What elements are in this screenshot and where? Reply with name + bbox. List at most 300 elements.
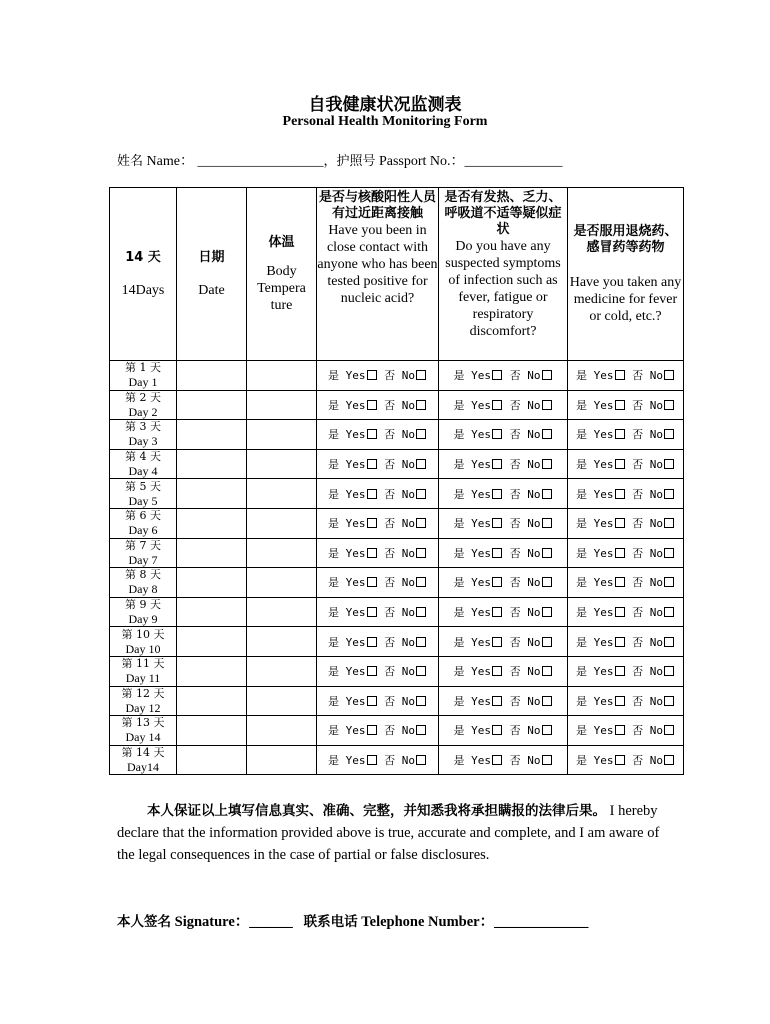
no-label: 否 No	[509, 606, 541, 620]
yes-checkbox[interactable]	[492, 696, 502, 706]
contact-answer-cell	[317, 597, 439, 627]
date-cell[interactable]	[177, 390, 247, 420]
no-checkbox[interactable]	[664, 459, 674, 469]
day-label-zh: 第 13 天	[121, 716, 165, 730]
no-checkbox[interactable]	[542, 548, 552, 558]
day-label-zh: 第 14 天	[121, 746, 165, 760]
contact-answer-cell	[317, 538, 439, 568]
name-field[interactable]: __________________	[197, 154, 324, 169]
day-label-en: Day 3	[128, 434, 158, 449]
medicine-answer-cell	[568, 538, 684, 568]
symptoms-answer-cell	[439, 716, 568, 746]
temperature-cell[interactable]	[247, 627, 317, 657]
col-header-medicine: 是否服用退烧药、感冒药等药物 Have you taken any medicine for fever or cold, etc.?	[568, 188, 684, 361]
yes-label: 是 Yes	[576, 665, 614, 679]
no-checkbox[interactable]	[416, 696, 426, 706]
yes-label: 是 Yes	[328, 665, 366, 679]
day-cell	[110, 745, 177, 775]
symptoms-answer-cell	[439, 745, 568, 775]
yes-label: 是 Yes	[576, 398, 614, 412]
no-checkbox[interactable]	[416, 370, 426, 380]
yes-checkbox[interactable]	[367, 489, 377, 499]
symptoms-answer-cell	[439, 449, 568, 479]
no-label: 否 No	[632, 694, 663, 708]
date-cell[interactable]	[177, 449, 247, 479]
yes-label: 是 Yes	[453, 458, 491, 472]
yes-label: 是 Yes	[328, 398, 366, 412]
table-row	[110, 568, 684, 598]
yes-checkbox[interactable]	[367, 459, 377, 469]
no-label: 否 No	[632, 754, 663, 768]
yes-label: 是 Yes	[576, 458, 614, 472]
contact-answer-cell	[317, 508, 439, 538]
yes-checkbox[interactable]	[492, 607, 502, 617]
temperature-cell[interactable]	[247, 538, 317, 568]
symptoms-answer-cell	[439, 508, 568, 538]
day-cell	[110, 449, 177, 479]
no-checkbox[interactable]	[416, 429, 426, 439]
contact-answer-cell	[317, 479, 439, 509]
no-label: 否 No	[632, 487, 663, 501]
day-label-zh: 第 4 天	[125, 450, 161, 464]
table-row	[110, 686, 684, 716]
yes-checkbox[interactable]	[615, 607, 625, 617]
table-row	[110, 361, 684, 391]
no-checkbox[interactable]	[416, 459, 426, 469]
yes-label: 是 Yes	[453, 754, 491, 768]
yes-checkbox[interactable]	[367, 400, 377, 410]
no-checkbox[interactable]	[664, 400, 674, 410]
no-checkbox[interactable]	[542, 429, 552, 439]
phone-field[interactable]: _____________	[494, 914, 589, 930]
medicine-answer-cell	[568, 745, 684, 775]
day-label-zh: 第 5 天	[125, 479, 161, 493]
yes-checkbox[interactable]	[367, 607, 377, 617]
yes-label: 是 Yes	[328, 458, 366, 472]
day-label-zh: 第 8 天	[125, 568, 161, 582]
yes-label: 是 Yes	[328, 369, 366, 383]
yes-checkbox[interactable]	[492, 489, 502, 499]
symptoms-answer-cell	[439, 568, 568, 598]
date-cell[interactable]	[177, 420, 247, 450]
contact-answer-cell	[317, 745, 439, 775]
yes-checkbox[interactable]	[615, 489, 625, 499]
signature-field[interactable]: ______	[249, 914, 293, 930]
no-checkbox[interactable]	[542, 370, 552, 380]
medicine-answer-cell	[568, 627, 684, 657]
symptoms-answer-cell	[439, 479, 568, 509]
no-checkbox[interactable]	[542, 755, 552, 765]
no-checkbox[interactable]	[664, 518, 674, 528]
day-cell	[110, 361, 177, 391]
no-label: 否 No	[632, 369, 663, 383]
no-checkbox[interactable]	[664, 755, 674, 765]
yes-label: 是 Yes	[328, 694, 366, 708]
yes-label: 是 Yes	[576, 517, 614, 531]
declaration-en: I hereby declare that the information provided above is true, accurate and complete, and I am aware of the legal consequences in the case of partial or false disclosures.	[117, 803, 660, 863]
signature-line	[117, 910, 677, 931]
no-label: 否 No	[509, 398, 541, 412]
table-header-row	[110, 188, 684, 361]
no-checkbox[interactable]	[664, 725, 674, 735]
no-label: 否 No	[632, 546, 663, 560]
no-checkbox[interactable]	[416, 637, 426, 647]
yes-label: 是 Yes	[453, 635, 491, 649]
no-checkbox[interactable]	[542, 666, 552, 676]
day-cell	[110, 538, 177, 568]
date-cell[interactable]	[177, 508, 247, 538]
yes-checkbox[interactable]	[615, 725, 625, 735]
yes-checkbox[interactable]	[367, 725, 377, 735]
yes-checkbox[interactable]	[492, 518, 502, 528]
yes-checkbox[interactable]	[492, 548, 502, 558]
contact-answer-cell	[317, 568, 439, 598]
phone-label-en: Telephone Number：	[361, 914, 495, 930]
day-label-en: Day 5	[128, 493, 158, 508]
temperature-cell[interactable]	[247, 716, 317, 746]
medicine-answer-cell	[568, 716, 684, 746]
day-cell	[110, 686, 177, 716]
temperature-cell[interactable]	[247, 508, 317, 538]
date-cell[interactable]	[177, 716, 247, 746]
date-cell[interactable]	[177, 686, 247, 716]
temperature-cell[interactable]	[247, 479, 317, 509]
col-header-date: 日期 Date	[177, 188, 247, 361]
yes-checkbox[interactable]	[367, 637, 377, 647]
no-label: 否 No	[384, 724, 415, 738]
yes-label: 是 Yes	[576, 487, 614, 501]
no-label: 否 No	[632, 458, 663, 472]
contact-answer-cell	[317, 390, 439, 420]
no-label: 否 No	[384, 606, 415, 620]
temperature-cell[interactable]	[247, 745, 317, 775]
no-label: 否 No	[384, 754, 415, 768]
date-cell[interactable]	[177, 568, 247, 598]
yes-label: 是 Yes	[453, 546, 491, 560]
no-checkbox[interactable]	[664, 637, 674, 647]
symptoms-answer-cell	[439, 597, 568, 627]
symptoms-answer-cell	[439, 686, 568, 716]
day-cell	[110, 627, 177, 657]
passport-label-en: Passport No.：	[378, 154, 465, 169]
yes-checkbox[interactable]	[367, 370, 377, 380]
yes-label: 是 Yes	[328, 576, 366, 590]
day-label-zh: 第 1 天	[125, 361, 161, 375]
yes-label: 是 Yes	[453, 724, 491, 738]
no-label: 否 No	[384, 665, 415, 679]
yes-label: 是 Yes	[576, 635, 614, 649]
yes-label: 是 Yes	[453, 369, 491, 383]
no-checkbox[interactable]	[416, 666, 426, 676]
yes-checkbox[interactable]	[367, 755, 377, 765]
no-checkbox[interactable]	[542, 400, 552, 410]
yes-label: 是 Yes	[328, 546, 366, 560]
day-cell	[110, 656, 177, 686]
temperature-cell[interactable]	[247, 361, 317, 391]
no-label: 否 No	[384, 458, 415, 472]
medicine-answer-cell	[568, 597, 684, 627]
table-row	[110, 538, 684, 568]
table-row	[110, 656, 684, 686]
yes-checkbox[interactable]	[615, 548, 625, 558]
no-label: 否 No	[509, 546, 541, 560]
passport-label-zh: ，护照号	[323, 154, 376, 169]
temperature-cell[interactable]	[247, 568, 317, 598]
no-checkbox[interactable]	[416, 548, 426, 558]
no-label: 否 No	[509, 635, 541, 649]
table-row	[110, 449, 684, 479]
no-label: 否 No	[632, 635, 663, 649]
symptoms-answer-cell	[439, 627, 568, 657]
no-checkbox[interactable]	[416, 518, 426, 528]
yes-checkbox[interactable]	[367, 429, 377, 439]
table-row	[110, 479, 684, 509]
no-checkbox[interactable]	[542, 637, 552, 647]
yes-checkbox[interactable]	[492, 666, 502, 676]
table-row	[110, 508, 684, 538]
yes-label: 是 Yes	[576, 694, 614, 708]
date-cell[interactable]	[177, 656, 247, 686]
day-label-en: Day 6	[128, 523, 158, 538]
yes-label: 是 Yes	[576, 606, 614, 620]
day-label-zh: 第 3 天	[125, 420, 161, 434]
no-label: 否 No	[509, 428, 541, 442]
no-label: 否 No	[509, 369, 541, 383]
yes-label: 是 Yes	[453, 606, 491, 620]
date-cell[interactable]	[177, 627, 247, 657]
temperature-cell[interactable]	[247, 656, 317, 686]
no-label: 否 No	[509, 665, 541, 679]
day-label-en: Day 1	[128, 375, 158, 390]
yes-label: 是 Yes	[328, 606, 366, 620]
no-checkbox[interactable]	[664, 548, 674, 558]
no-label: 否 No	[632, 398, 663, 412]
no-checkbox[interactable]	[416, 607, 426, 617]
date-cell[interactable]	[177, 361, 247, 391]
yes-label: 是 Yes	[328, 487, 366, 501]
signature-label-en: Signature：	[174, 914, 250, 930]
no-label: 否 No	[632, 606, 663, 620]
day-label-zh: 第 12 天	[121, 686, 165, 700]
medicine-answer-cell	[568, 686, 684, 716]
day-label-en: Day 11	[125, 671, 161, 686]
contact-answer-cell	[317, 716, 439, 746]
yes-label: 是 Yes	[453, 398, 491, 412]
col-header-contact: 是否与核酸阳性人员有过近距离接触 Have you been in close contact with anyone who has been tested positive for nucleic acid?	[317, 188, 439, 361]
yes-checkbox[interactable]	[492, 755, 502, 765]
day-cell	[110, 508, 177, 538]
no-label: 否 No	[632, 576, 663, 590]
passport-field[interactable]: ______________	[464, 154, 563, 169]
contact-answer-cell	[317, 420, 439, 450]
table-row	[110, 390, 684, 420]
contact-answer-cell	[317, 449, 439, 479]
no-checkbox[interactable]	[542, 577, 552, 587]
monitoring-table	[109, 187, 684, 775]
no-checkbox[interactable]	[664, 666, 674, 676]
medicine-answer-cell	[568, 656, 684, 686]
day-label-zh: 第 11 天	[121, 657, 165, 671]
temperature-cell[interactable]	[247, 390, 317, 420]
no-label: 否 No	[632, 428, 663, 442]
no-checkbox[interactable]	[542, 489, 552, 499]
medicine-answer-cell	[568, 390, 684, 420]
yes-checkbox[interactable]	[492, 637, 502, 647]
yes-checkbox[interactable]	[492, 577, 502, 587]
day-label-en: Day 7	[128, 552, 158, 567]
no-checkbox[interactable]	[416, 400, 426, 410]
yes-label: 是 Yes	[453, 576, 491, 590]
date-cell[interactable]	[177, 597, 247, 627]
yes-checkbox[interactable]	[492, 370, 502, 380]
temperature-cell[interactable]	[247, 449, 317, 479]
declaration-zh: 本人保证以上填写信息真实、准确、完整，并知悉我将承担瞒报的法律后果。	[147, 803, 606, 819]
day-cell	[110, 420, 177, 450]
day-label-en: Day 8	[128, 582, 158, 597]
no-checkbox[interactable]	[542, 696, 552, 706]
yes-checkbox[interactable]	[615, 755, 625, 765]
symptoms-answer-cell	[439, 361, 568, 391]
day-label-en: Day 4	[128, 464, 158, 479]
yes-label: 是 Yes	[453, 665, 491, 679]
medicine-answer-cell	[568, 568, 684, 598]
table-row	[110, 716, 684, 746]
no-label: 否 No	[384, 487, 415, 501]
yes-label: 是 Yes	[576, 428, 614, 442]
yes-checkbox[interactable]	[367, 548, 377, 558]
contact-answer-cell	[317, 361, 439, 391]
no-checkbox[interactable]	[664, 607, 674, 617]
no-checkbox[interactable]	[664, 370, 674, 380]
no-checkbox[interactable]	[664, 696, 674, 706]
form-title-zh: 自我健康状况监测表	[308, 95, 462, 115]
symptoms-answer-cell	[439, 390, 568, 420]
no-label: 否 No	[509, 576, 541, 590]
day-cell	[110, 716, 177, 746]
temperature-cell[interactable]	[247, 420, 317, 450]
symptoms-answer-cell	[439, 420, 568, 450]
yes-label: 是 Yes	[328, 754, 366, 768]
yes-checkbox[interactable]	[615, 637, 625, 647]
yes-checkbox[interactable]	[615, 370, 625, 380]
temperature-cell[interactable]	[247, 597, 317, 627]
date-cell[interactable]	[177, 479, 247, 509]
yes-checkbox[interactable]	[615, 459, 625, 469]
col-header-days: 14 天 14Days	[110, 188, 177, 361]
day-label-en: Day 12	[125, 700, 161, 715]
medicine-answer-cell	[568, 449, 684, 479]
yes-label: 是 Yes	[576, 724, 614, 738]
day-label-zh: 第 6 天	[125, 509, 161, 523]
no-label: 否 No	[632, 517, 663, 531]
table-row	[110, 597, 684, 627]
yes-checkbox[interactable]	[367, 666, 377, 676]
no-checkbox[interactable]	[664, 577, 674, 587]
table-row	[110, 420, 684, 450]
no-label: 否 No	[384, 635, 415, 649]
no-label: 否 No	[509, 517, 541, 531]
day-label-zh: 第 2 天	[125, 390, 161, 404]
medicine-answer-cell	[568, 479, 684, 509]
day-label-en: Day 9	[128, 612, 158, 627]
yes-label: 是 Yes	[576, 546, 614, 560]
yes-checkbox[interactable]	[492, 400, 502, 410]
no-checkbox[interactable]	[542, 459, 552, 469]
yes-checkbox[interactable]	[615, 518, 625, 528]
no-label: 否 No	[384, 398, 415, 412]
identity-line	[117, 150, 677, 170]
no-checkbox[interactable]	[416, 725, 426, 735]
day-label-en: Day 2	[128, 404, 158, 419]
yes-checkbox[interactable]	[615, 577, 625, 587]
no-label: 否 No	[509, 458, 541, 472]
yes-checkbox[interactable]	[615, 429, 625, 439]
day-label-zh: 第 9 天	[125, 598, 161, 612]
temperature-cell[interactable]	[247, 686, 317, 716]
day-label-zh: 第 7 天	[125, 538, 161, 552]
day-cell	[110, 390, 177, 420]
day-cell	[110, 597, 177, 627]
medicine-answer-cell	[568, 361, 684, 391]
signature-label-zh: 本人签名	[117, 914, 171, 930]
yes-checkbox[interactable]	[492, 459, 502, 469]
no-checkbox[interactable]	[542, 607, 552, 617]
no-label: 否 No	[384, 428, 415, 442]
yes-label: 是 Yes	[453, 517, 491, 531]
no-label: 否 No	[632, 665, 663, 679]
no-label: 否 No	[509, 487, 541, 501]
yes-checkbox[interactable]	[615, 666, 625, 676]
no-checkbox[interactable]	[542, 518, 552, 528]
no-checkbox[interactable]	[664, 429, 674, 439]
contact-answer-cell	[317, 627, 439, 657]
yes-checkbox[interactable]	[615, 400, 625, 410]
yes-checkbox[interactable]	[367, 577, 377, 587]
no-label: 否 No	[509, 694, 541, 708]
yes-checkbox[interactable]	[492, 429, 502, 439]
no-label: 否 No	[509, 754, 541, 768]
contact-answer-cell	[317, 656, 439, 686]
no-checkbox[interactable]	[416, 489, 426, 499]
yes-checkbox[interactable]	[367, 696, 377, 706]
no-label: 否 No	[384, 546, 415, 560]
contact-answer-cell	[317, 686, 439, 716]
no-checkbox[interactable]	[416, 755, 426, 765]
yes-label: 是 Yes	[328, 517, 366, 531]
no-label: 否 No	[384, 694, 415, 708]
no-label: 否 No	[384, 517, 415, 531]
yes-label: 是 Yes	[576, 369, 614, 383]
date-cell[interactable]	[177, 745, 247, 775]
no-label: 否 No	[384, 369, 415, 383]
date-cell[interactable]	[177, 538, 247, 568]
no-checkbox[interactable]	[542, 725, 552, 735]
yes-checkbox[interactable]	[492, 725, 502, 735]
name-label-en: Name：	[146, 154, 194, 169]
day-label-en: Day 14	[125, 730, 161, 745]
col-header-temperature: 体温 Body Tempera ture	[247, 188, 317, 361]
yes-label: 是 Yes	[453, 487, 491, 501]
medicine-answer-cell	[568, 420, 684, 450]
yes-checkbox[interactable]	[367, 518, 377, 528]
yes-checkbox[interactable]	[615, 696, 625, 706]
table-row	[110, 745, 684, 775]
no-checkbox[interactable]	[416, 577, 426, 587]
no-label: 否 No	[384, 576, 415, 590]
yes-label: 是 Yes	[576, 754, 614, 768]
yes-label: 是 Yes	[453, 694, 491, 708]
no-checkbox[interactable]	[664, 489, 674, 499]
